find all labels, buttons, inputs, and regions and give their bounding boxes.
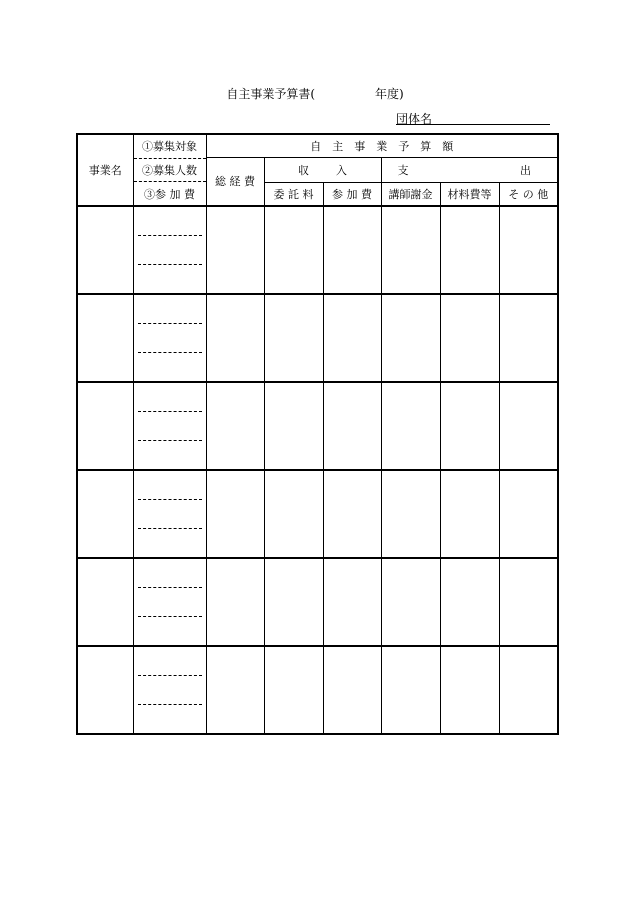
cell-lecturer-fee[interactable] [381,558,440,646]
header-expense-char2: 出 [520,163,532,177]
table-body [77,206,558,734]
cell-project-name[interactable] [77,206,133,294]
cell-project-name[interactable] [77,294,133,382]
dashed-divider [138,499,202,500]
header-budget: 自 主 事 業 予 算 額 [206,134,558,157]
organization-name-label: 団体名 [396,112,433,126]
document-title: 自主事業予算書( 年度) [226,87,404,101]
cell-other[interactable] [499,294,558,382]
dashed-divider [138,704,202,705]
cell-other[interactable] [499,558,558,646]
cell-lecturer-fee[interactable] [381,646,440,734]
header-expense [381,157,558,182]
cell-recruitment[interactable] [133,206,206,294]
header-recruitment [133,134,206,206]
cell-project-name[interactable] [77,646,133,734]
dashed-divider [138,616,202,617]
cell-lecturer-fee[interactable] [381,470,440,558]
cell-other[interactable] [499,206,558,294]
recruitment-entry-lines [134,559,206,645]
cell-lecturer-fee[interactable] [381,206,440,294]
header-project-name: 事業名 [77,134,133,206]
cell-other[interactable] [499,470,558,558]
cell-lecturer-fee[interactable] [381,294,440,382]
cell-recruitment[interactable] [133,382,206,470]
cell-recruitment[interactable] [133,294,206,382]
cell-commission-fee[interactable] [264,294,323,382]
recruitment-entry-lines [134,207,206,293]
budget-table [76,133,559,735]
cell-participation-fee[interactable] [323,382,381,470]
cell-lecturer-fee[interactable] [381,382,440,470]
table-row [77,206,558,294]
cell-other[interactable] [499,646,558,734]
recruitment-entry-lines [134,295,206,381]
header-total-cost: 総 経 費 [206,157,264,206]
cell-total-cost[interactable] [206,206,264,294]
table-row [77,646,558,734]
cell-participation-fee[interactable] [323,558,381,646]
cell-commission-fee[interactable] [264,470,323,558]
dashed-divider [138,675,202,676]
header-participation-fee-item: ③参 加 費 [134,181,206,205]
cell-other[interactable] [499,382,558,470]
cell-commission-fee[interactable] [264,646,323,734]
cell-commission-fee[interactable] [264,382,323,470]
cell-project-name[interactable] [77,382,133,470]
recruitment-entry-lines [134,647,206,733]
header-recruit-count: ②募集人数 [134,158,206,182]
header-lecturer-fee: 講師謝金 [381,182,440,206]
dashed-divider [138,352,202,353]
header-commission-fee: 委 託 料 [264,182,323,206]
cell-recruitment[interactable] [133,558,206,646]
header-income-char1: 収 [298,163,309,177]
cell-participation-fee[interactable] [323,646,381,734]
dashed-divider [138,440,202,441]
dashed-divider [138,587,202,588]
cell-participation-fee[interactable] [323,206,381,294]
cell-total-cost[interactable] [206,558,264,646]
dashed-divider [138,528,202,529]
table-row [77,294,558,382]
table-row [77,470,558,558]
cell-participation-fee[interactable] [323,470,381,558]
organization-name-field[interactable] [396,110,550,125]
cell-materials-fee[interactable] [440,470,499,558]
cell-recruitment[interactable] [133,470,206,558]
cell-project-name[interactable] [77,470,133,558]
header-participation-fee: 参 加 費 [323,182,381,206]
cell-materials-fee[interactable] [440,294,499,382]
cell-recruitment[interactable] [133,646,206,734]
cell-participation-fee[interactable] [323,294,381,382]
dashed-divider [138,235,202,236]
cell-commission-fee[interactable] [264,206,323,294]
cell-total-cost[interactable] [206,646,264,734]
cell-project-name[interactable] [77,558,133,646]
cell-total-cost[interactable] [206,470,264,558]
dashed-divider [138,264,202,265]
header-income-char2: 入 [336,163,347,177]
cell-materials-fee[interactable] [440,206,499,294]
cell-total-cost[interactable] [206,294,264,382]
header-expense-char1: 支 [397,163,409,177]
table-row [77,558,558,646]
cell-materials-fee[interactable] [440,646,499,734]
header-materials-fee: 材料費等 [440,182,499,206]
header-income [264,157,381,182]
dashed-divider [138,411,202,412]
table-row [77,382,558,470]
cell-commission-fee[interactable] [264,558,323,646]
header-other: そ の 他 [499,182,558,206]
recruitment-entry-lines [134,471,206,557]
cell-materials-fee[interactable] [440,382,499,470]
dashed-divider [138,323,202,324]
cell-materials-fee[interactable] [440,558,499,646]
header-recruit-target: ①募集対象 [142,140,197,154]
recruitment-entry-lines [134,383,206,469]
cell-total-cost[interactable] [206,382,264,470]
table-header [77,134,558,206]
